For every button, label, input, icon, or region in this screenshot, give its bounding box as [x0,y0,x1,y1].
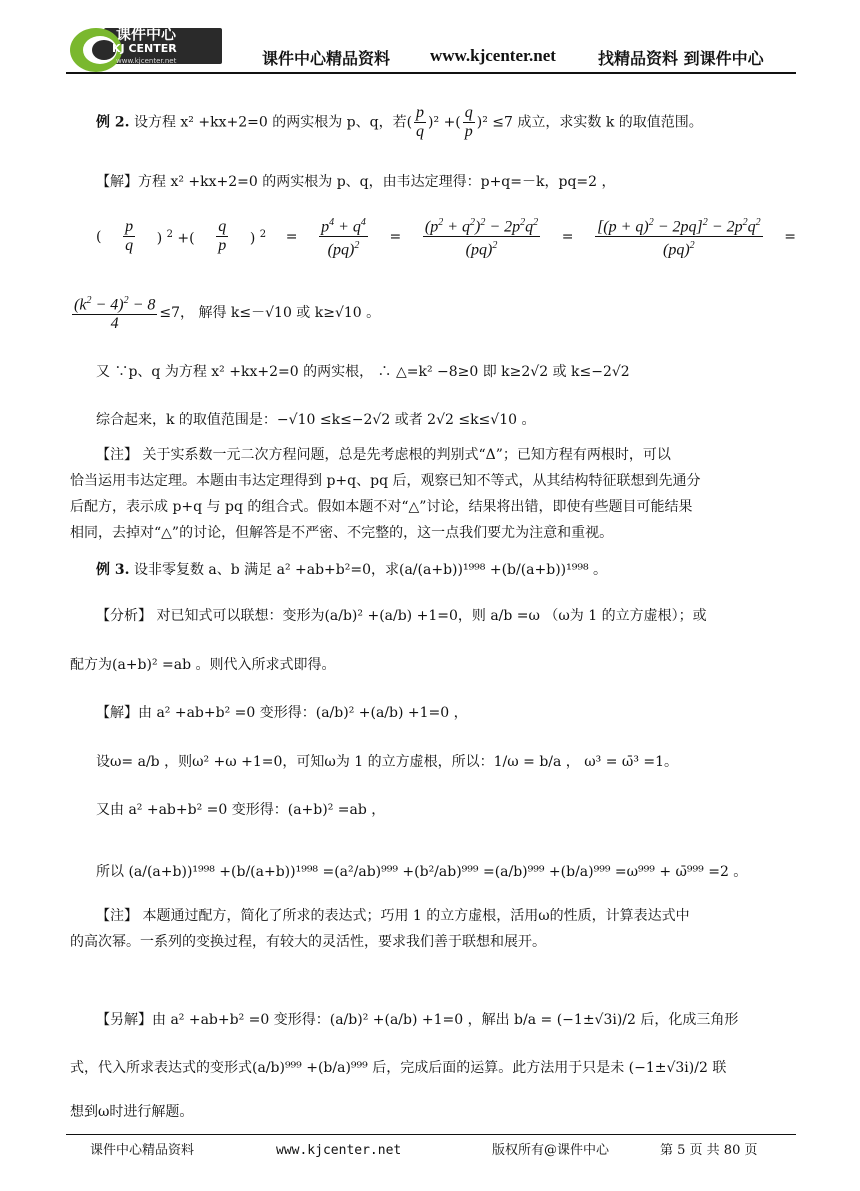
alt-solution-line-1: 【另解】由 a² +ab+b² =0 变形得：(a/b)² +(a/b) +1=0 ，解出 b/a = (−1±√3i)/2 后，化成三角形 [96,1012,739,1028]
footer-copyright: 版权所有@课件中心 [492,1143,610,1158]
footer-url: www.kjcenter.net [276,1143,402,1158]
discriminant-line: 又 ∵p、q 为方程 x² +kx+2=0 的两实根， ∴ △=k² −8≥0 即 k≥2√2 或 k≤−2√2 [96,364,630,380]
header-rule [66,72,796,74]
frac-q-p: $\frac{q}{p}$ [464,104,473,140]
example-2-label: 例 2. [96,114,130,131]
example-3-label: 例 3. [96,562,130,578]
solution-2-line-3: 又由 a² +ab+b² =0 变形得：(a+b)² =ab ， [96,802,386,818]
header-url: www.kjcenter.net [430,46,556,65]
note-1-line-3: 后配方，表示成 p+q 与 pq 的组合式。假如本题不对“△”讨论，结果将出错，即使有些题目可能结果 [70,499,693,515]
equation-expansion: ( $\frac{p}{q}$ ) $^2$ +( $\frac{q}{p}$ ) $^2$ = $\frac{p^4 + q^4}{(pq)^2}$ = $\frac{(p^2 + q^2)^2 - 2p^2q^2}{(pq)^2}$ = $\frac{[(p + q)^2 - 2pq]^2 - 2p^2q^2}{(pq)^2}$ = [96,214,796,260]
example-2-text-c: )² ≤7 成立，求实数 k 的取值范围。 [476,114,703,131]
example-3-text: 设非零复数 a、b 满足 a² +ab+b²=0，求(a/(a+b))¹⁹⁹⁸ +(b/(a+b))¹⁹⁹⁸ 。 [133,562,608,578]
header-title-left: 课件中心精品资料 [262,49,391,68]
example-2 [96,104,703,141]
note-2-line-2: 的高次幂。一系列的变换过程，有较大的灵活性，要求我们善于联想和展开。 [70,934,546,950]
footer-left: 课件中心精品资料 [90,1143,195,1158]
note-1-line-2: 恰当运用韦达定理。本题由韦达定理得到 p+q、pq 后，观察已知不等式，从其结构特征联想到先通分 [70,473,701,489]
note-1-line-1: 【注】 关于实系数一元二次方程问题，总是先考虑根的判别式“Δ”；已知方程有两根时，可以 [96,447,671,463]
note-1-line-4: 相同，去掉对“△”的讨论，但解答是不严密、不完整的，这一点我们要尤为注意和重视。 [70,525,614,541]
logo-url: www.kjcenter.net [116,57,177,65]
example-2-text-b: )² +( [428,114,461,131]
footer-rule [66,1134,796,1135]
frac-p-q: $\frac{p}{q}$ [416,104,425,140]
example-3 [96,560,607,580]
footer-page: 第 5 页 共 80 页 [660,1143,758,1158]
solution-2-line-1: 【解】由 a² +ab+b² =0 变形得：(a/b)² +(a/b) +1=0 ， [96,705,468,721]
equation-result: $\frac{(k^2 - 4)^2 - 8}{4}$ ≤7， 解得 k≤－√10 或 k≥√10 。 [70,292,380,333]
summary-line: 综合起来，k 的取值范围是：−√10 ≤k≤−2√2 或者 2√2 ≤k≤√10 。 [96,412,536,428]
analysis-line-1: 【分析】 对已知式可以联想：变形为(a/b)² +(a/b) +1=0，则 a/b =ω （ω为 1 的立方虚根）；或 [96,608,707,624]
solution-2-line-4: 所以 (a/(a+b))¹⁹⁹⁸ +(b/(a+b))¹⁹⁹⁸ =(a²/ab)⁹⁹⁹ +(b²/ab)⁹⁹⁹ =(a/b)⁹⁹⁹ +(b/a)⁹⁹⁹ =ω⁹⁹⁹ + ω̄⁹⁹⁹ =2 。 [96,864,748,880]
alt-solution-line-3: 想到ω时进行解题。 [70,1104,194,1120]
analysis-line-2: 配方为(a+b)² =ab 。则代入所求式即得。 [70,657,336,673]
example-2-text-a: 设方程 x² +kx+2=0 的两实根为 p、q，若( [133,114,413,131]
header-title-right: 找精品资料 到课件中心 [598,49,764,68]
equation-result-text: ≤7， 解得 k≤－√10 或 k≥√10 。 [159,304,381,321]
logo-cn: 课件中心 [116,25,177,43]
note-2-line-1: 【注】 本题通过配方，简化了所求的表达式；巧用 1 的立方虚根，活用ω的性质，计算表达式中 [96,908,690,924]
alt-solution-line-2: 式，代入所求表达式的变形式(a/b)⁹⁹⁹ +(b/a)⁹⁹⁹ 后，完成后面的运算。此方法用于只是未 (−1±√3i)/2 联 [70,1060,727,1076]
logo-en: KJ CENTER [112,42,177,55]
solution-1: 【解】方程 x² +kx+2=0 的两实根为 p、q，由韦达定理得：p+q=－k，pq=2 ， [96,174,616,190]
solution-2-line-2: 设ω= a/b ，则ω² +ω +1=0，可知ω为 1 的立方虚根，所以：1/ω = b/a ， ω³ = ω̄³ =1。 [96,754,679,770]
